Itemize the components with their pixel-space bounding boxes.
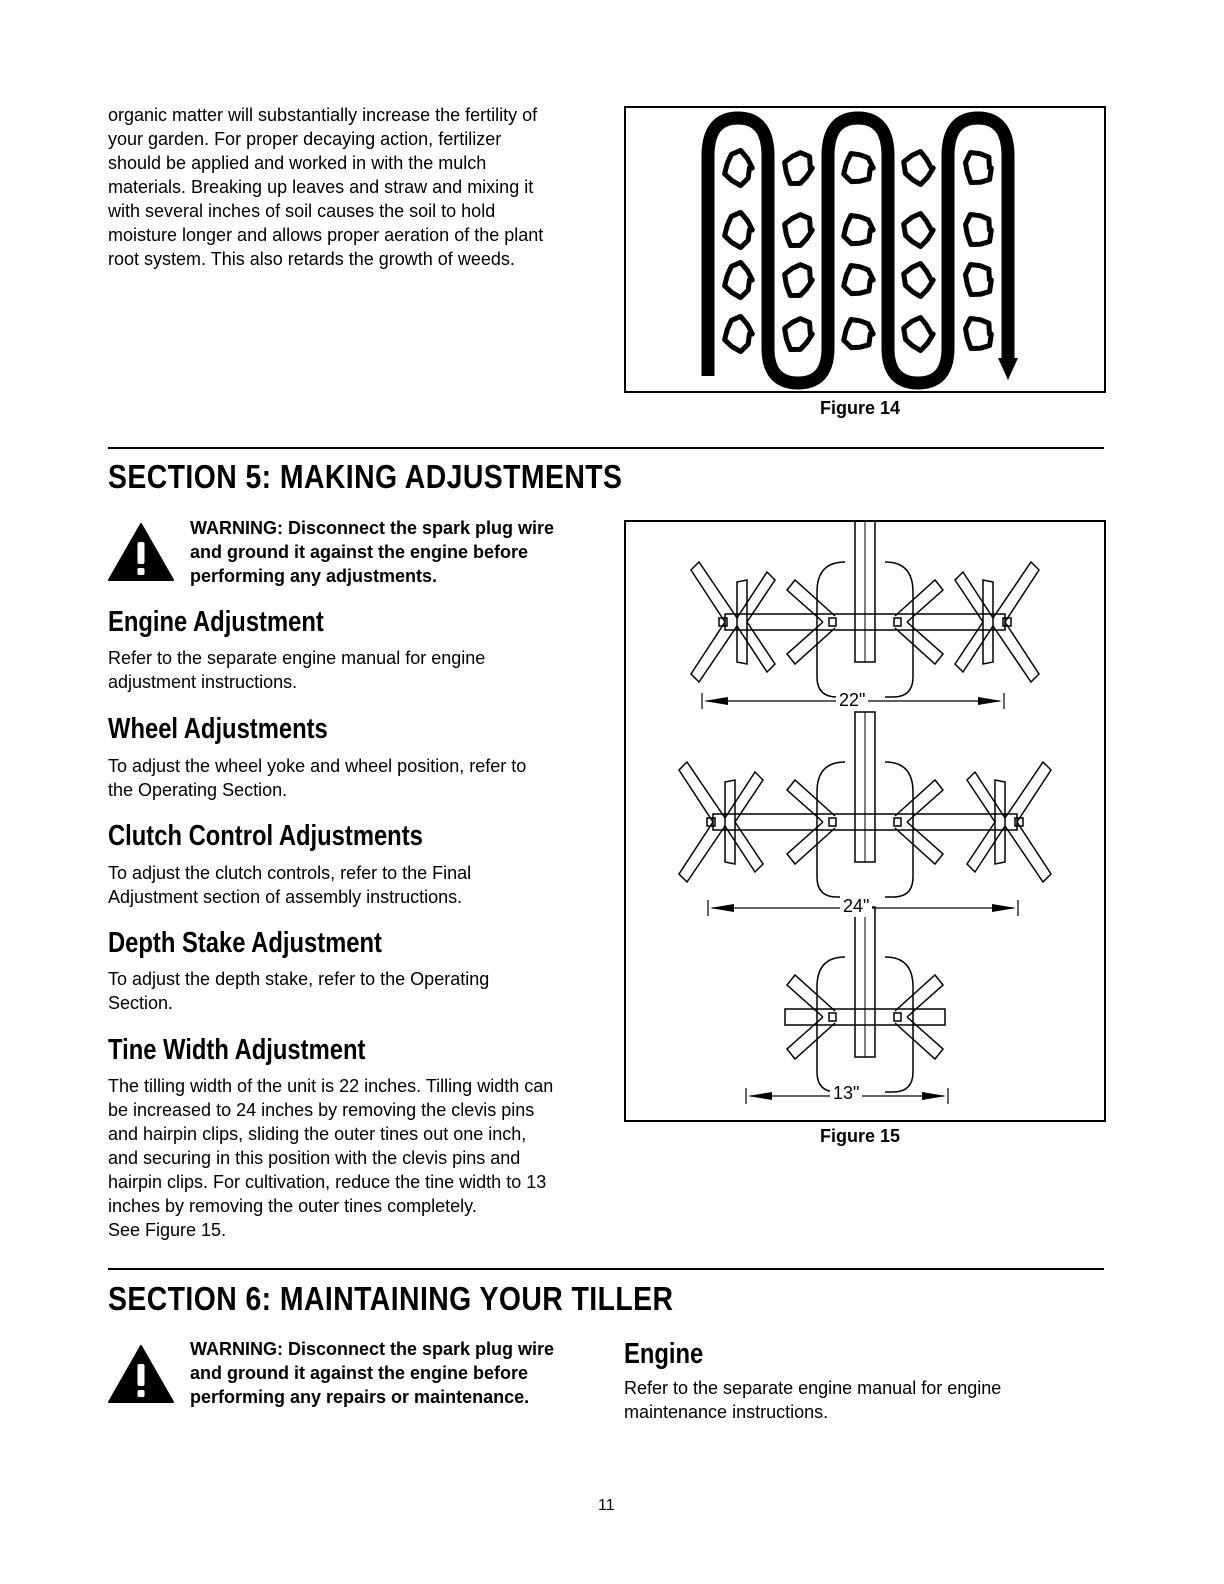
soil-clod-icon: [904, 214, 934, 247]
text-line: Adjustment section of assembly instructions.: [108, 887, 463, 907]
figure-15-box: [624, 520, 1106, 1122]
angled-blade: [787, 780, 835, 822]
warning-icon: [107, 1344, 175, 1404]
text-line: To adjust the clutch controls, refer to the Final: [108, 863, 472, 883]
page-number: 11: [598, 1497, 615, 1514]
soil-clod-icon: [785, 215, 813, 246]
intro-line: root system. This also retards the growth of weeds.: [108, 249, 515, 269]
text-line: maintenance instructions.: [624, 1402, 829, 1422]
soil-clod-icon: [725, 316, 753, 351]
outer-blade: [993, 622, 1039, 682]
section-5-warning: [190, 516, 588, 588]
angled-blade: [895, 580, 943, 622]
warning-line: WARNING: Disconnect the spark plug wire: [190, 518, 555, 538]
outer-blade: [1005, 822, 1051, 882]
text-line: To adjust the wheel yoke and wheel position, refer to: [108, 756, 527, 776]
tine-width-text: [108, 1074, 598, 1242]
intro-line: with several inches of soil causes the soil to hold: [108, 201, 496, 221]
tiller-22in-diagram: [691, 522, 1039, 709]
soil-clod-icon: [966, 319, 992, 349]
wheel-adjustments-text: [108, 754, 598, 802]
angled-blade: [787, 1017, 835, 1059]
tiller-24in-diagram: [679, 712, 1051, 916]
dimension-arrow-icon: [978, 697, 1002, 705]
text-line: adjustment instructions.: [108, 672, 298, 692]
dimension-arrow-icon: [922, 1092, 946, 1100]
intro-line: organic matter will substantially increase the fertility of: [108, 105, 538, 125]
soil-clod-icon: [844, 320, 874, 348]
wheel-adjustments-heading: Wheel Adjustments: [108, 713, 328, 745]
engine-adjustment-text: [108, 646, 598, 694]
soil-clod-icon: [844, 266, 874, 294]
soil-clod-icon: [966, 265, 992, 295]
depth-stake-text: [108, 967, 598, 1015]
angled-blade: [787, 580, 835, 622]
dimension-arrow-icon: [710, 904, 734, 912]
angled-blade: [787, 822, 835, 864]
text-line: and securing in this position with the clevis pins and: [108, 1148, 521, 1168]
warning-line: performing any adjustments.: [190, 566, 438, 586]
angled-blade: [895, 1017, 943, 1059]
outer-tine-disc: [725, 780, 735, 864]
text-line: inches by removing the outer tines completely.: [108, 1196, 477, 1216]
outer-tine-disc: [983, 580, 993, 664]
depth-stake-heading: Depth Stake Adjustment: [108, 927, 382, 959]
tilling-path: [708, 118, 1008, 383]
angled-blade: [787, 622, 835, 664]
soil-clod-icon: [785, 319, 813, 350]
angled-blade: [895, 780, 943, 822]
tine-width-illustration: [626, 522, 1104, 1120]
soil-clod-icon: [725, 150, 753, 185]
tilling-path-inner: [717, 128, 999, 391]
engine-maintenance-text: [624, 1376, 1094, 1424]
text-line: and hairpin clips, sliding the outer tines out one inch,: [108, 1124, 527, 1144]
clutch-control-heading: Clutch Control Adjustments: [108, 820, 423, 852]
intro-line: your garden. For proper decaying action, fertilizer: [108, 129, 502, 149]
text-line: hairpin clips. For cultivation, reduce the tine width to 13: [108, 1172, 547, 1192]
outer-blade: [679, 822, 725, 882]
soil-clod-icon: [844, 216, 874, 244]
text-line: the Operating Section.: [108, 780, 288, 800]
soil-clod-icon: [785, 153, 813, 184]
soil-clod-icon: [904, 318, 934, 351]
tine-width-heading: Tine Width Adjustment: [108, 1034, 366, 1066]
text-line: See Figure 15.: [108, 1220, 227, 1240]
dimension-arrow-icon: [704, 697, 728, 705]
text-line: be increased to 24 inches by removing the clevis pins: [108, 1100, 535, 1120]
text-line: Refer to the separate engine manual for engine: [624, 1378, 1002, 1398]
section-6-title: SECTION 6: MAINTAINING YOUR TILLER: [108, 1280, 674, 1317]
outer-blade: [1005, 762, 1051, 822]
intro-line: moisture longer and allows proper aeration of the plant: [108, 225, 544, 245]
tilling-pattern-illustration: [626, 108, 1104, 391]
width-label-24: 24": [840, 896, 872, 917]
outer-tine-disc: [995, 780, 1005, 864]
figure-15-caption: Figure 15: [820, 1126, 901, 1146]
outer-blade: [993, 562, 1039, 622]
outer-blade: [691, 622, 737, 682]
outer-blade: [691, 562, 737, 622]
soil-clod-icon: [966, 215, 992, 245]
soil-clod-icon: [785, 265, 813, 296]
section-5-rule: [108, 447, 1104, 449]
angled-blade: [895, 822, 943, 864]
intro-line: materials. Breaking up leaves and straw and mixing it: [108, 177, 534, 197]
warning-line: WARNING: Disconnect the spark plug wire: [190, 1339, 555, 1359]
warning-icon: [107, 522, 175, 582]
soil-clod-icon: [904, 152, 934, 185]
section-6-warning: [190, 1337, 588, 1409]
angled-blade: [787, 975, 835, 1017]
width-label-13: 13": [830, 1083, 862, 1104]
dimension-arrow-icon: [992, 904, 1016, 912]
soil-clod-icon: [725, 212, 753, 247]
outer-tine-disc: [737, 580, 747, 664]
intro-paragraph: [108, 103, 598, 271]
intro-line: should be applied and worked in with the mulch: [108, 153, 487, 173]
figure-14-caption: Figure 14: [820, 398, 901, 418]
engine-maintenance-heading: Engine: [624, 1338, 704, 1370]
figure-14-box: [624, 106, 1106, 393]
soil-clod-icon: [966, 153, 992, 183]
dimension-arrow-icon: [748, 1092, 772, 1100]
text-line: The tilling width of the unit is 22 inches. Tilling width can: [108, 1076, 554, 1096]
path-arrowhead-icon: [998, 358, 1018, 380]
section-5-title: SECTION 5: MAKING ADJUSTMENTS: [108, 458, 623, 495]
clutch-control-text: [108, 861, 598, 909]
angled-blade: [895, 622, 943, 664]
text-line: Section.: [108, 993, 174, 1013]
tiller-13in-diagram: [746, 907, 948, 1104]
engine-adjustment-heading: Engine Adjustment: [108, 606, 324, 638]
angled-blade: [895, 975, 943, 1017]
text-line: Refer to the separate engine manual for engine: [108, 648, 486, 668]
section-6-rule: [108, 1268, 1104, 1270]
soil-clod-icon: [904, 264, 934, 297]
text-line: To adjust the depth stake, refer to the Operating: [108, 969, 490, 989]
warning-line: and ground it against the engine before: [190, 1363, 529, 1383]
soil-clod-icon: [844, 154, 874, 182]
warning-line: performing any repairs or maintenance.: [190, 1387, 530, 1407]
warning-line: and ground it against the engine before: [190, 542, 529, 562]
width-label-22: 22": [836, 690, 868, 711]
soil-clod-icon: [725, 262, 753, 297]
outer-blade: [679, 762, 725, 822]
